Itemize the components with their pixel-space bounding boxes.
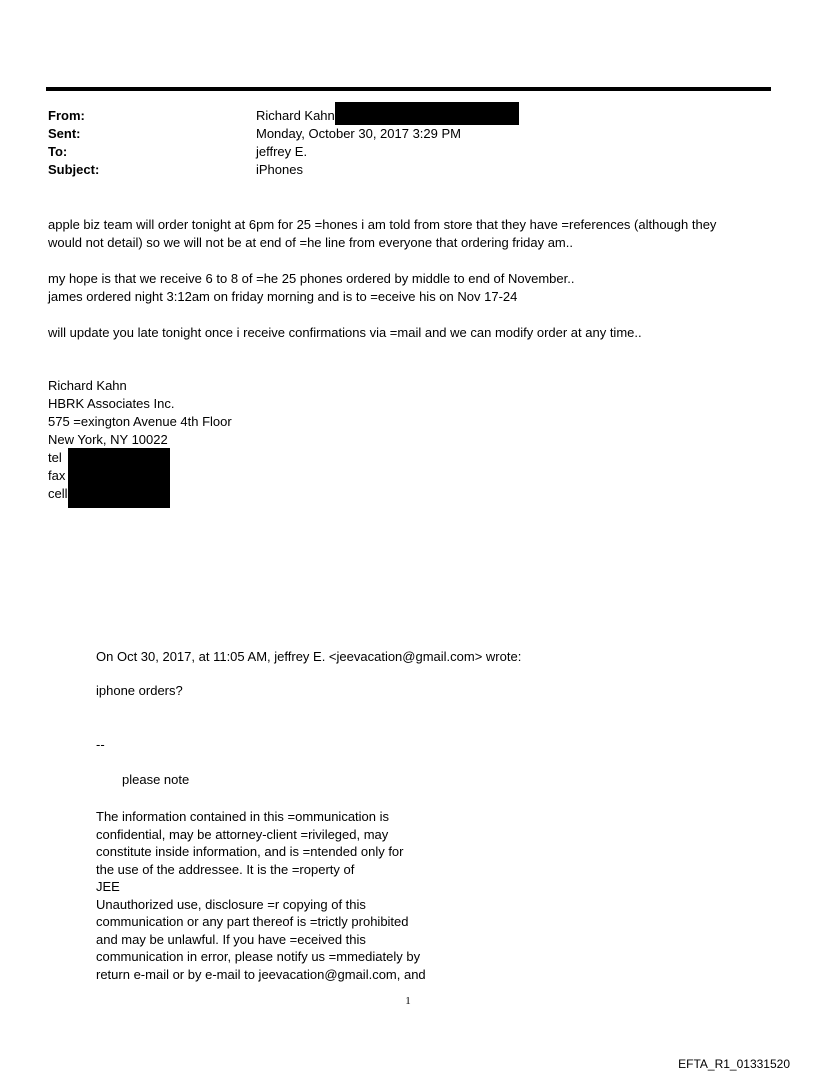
body-line: my hope is that we receive 6 to 8 of =he 25 phones ordered by middle to end of November.. <box>48 271 575 286</box>
to-label: To: <box>48 144 68 159</box>
signature-cell-label: cell <box>48 486 68 501</box>
redaction-email <box>335 102 519 125</box>
disclaimer-line: The information contained in this =ommunication is <box>96 809 390 824</box>
disclaimer-line: and may be unlawful. If you have =eceived this <box>96 931 366 947</box>
body-line: apple biz team will order tonight at 6pm for 25 =hones i am told from store that they have =references (although they <box>48 217 717 232</box>
sent-label: Sent: <box>48 126 81 141</box>
body-line: james ordered night 3:12am on friday morning and is to =eceive his on Nov 17-24 <box>48 289 518 304</box>
from-label: From: <box>48 108 85 123</box>
disclaimer-line: Unauthorized use, disclosure =r copying of this <box>96 896 366 912</box>
disclaimer-line: JEE <box>96 879 120 894</box>
signature-tel-label: tel <box>48 450 62 465</box>
page-number: 1 <box>405 995 411 1007</box>
quoted-note: please note <box>122 772 190 787</box>
disclaimer-line: communication in error, please notify us =mmediately by <box>96 949 421 964</box>
quoted-intro: On Oct 30, 2017, at 11:05 AM, jeffrey E. <jeevacation@gmail.com> wrote: <box>96 649 522 664</box>
disclaimer-line: return e-mail or by e-mail to jeevacation@gmail.com, and <box>96 966 426 982</box>
disclaimer-line: constitute inside information, and is =ntended only for <box>96 844 404 859</box>
signature-company: HBRK Associates Inc. <box>48 396 175 411</box>
disclaimer-line: confidential, may be attorney-client =rivileged, may <box>96 826 389 842</box>
subject-value: iPhones <box>256 162 303 177</box>
disclaimer-line: communication or any part thereof is =trictly prohibited <box>96 914 409 929</box>
body-line: will update you late tonight once i receive confirmations via =mail and we can modify order at any time.. <box>48 325 642 340</box>
signature-fax-label: fax <box>48 468 66 483</box>
sent-value: Monday, October 30, 2017 3:29 PM <box>256 126 461 141</box>
header-rule <box>46 87 771 91</box>
redaction-phone-numbers <box>68 448 170 508</box>
quoted-separator: -- <box>96 737 105 752</box>
disclaimer-line: the use of the addressee. It is the =roperty of <box>96 861 355 877</box>
body-line: would not detail) so we will not be at end of =he line from everyone that ordering friday am.. <box>48 235 573 250</box>
bates-number: EFTA_R1_01331520 <box>678 1057 790 1071</box>
signature-city: New York, NY 10022 <box>48 432 168 447</box>
subject-label: Subject: <box>48 162 100 177</box>
to-value: jeffrey E. <box>256 144 308 159</box>
signature-name: Richard Kahn <box>48 378 127 393</box>
quoted-message: iphone orders? <box>96 683 183 698</box>
from-value: Richard Kahn <box>256 108 335 123</box>
signature-address: 575 =exington Avenue 4th Floor <box>48 414 232 429</box>
